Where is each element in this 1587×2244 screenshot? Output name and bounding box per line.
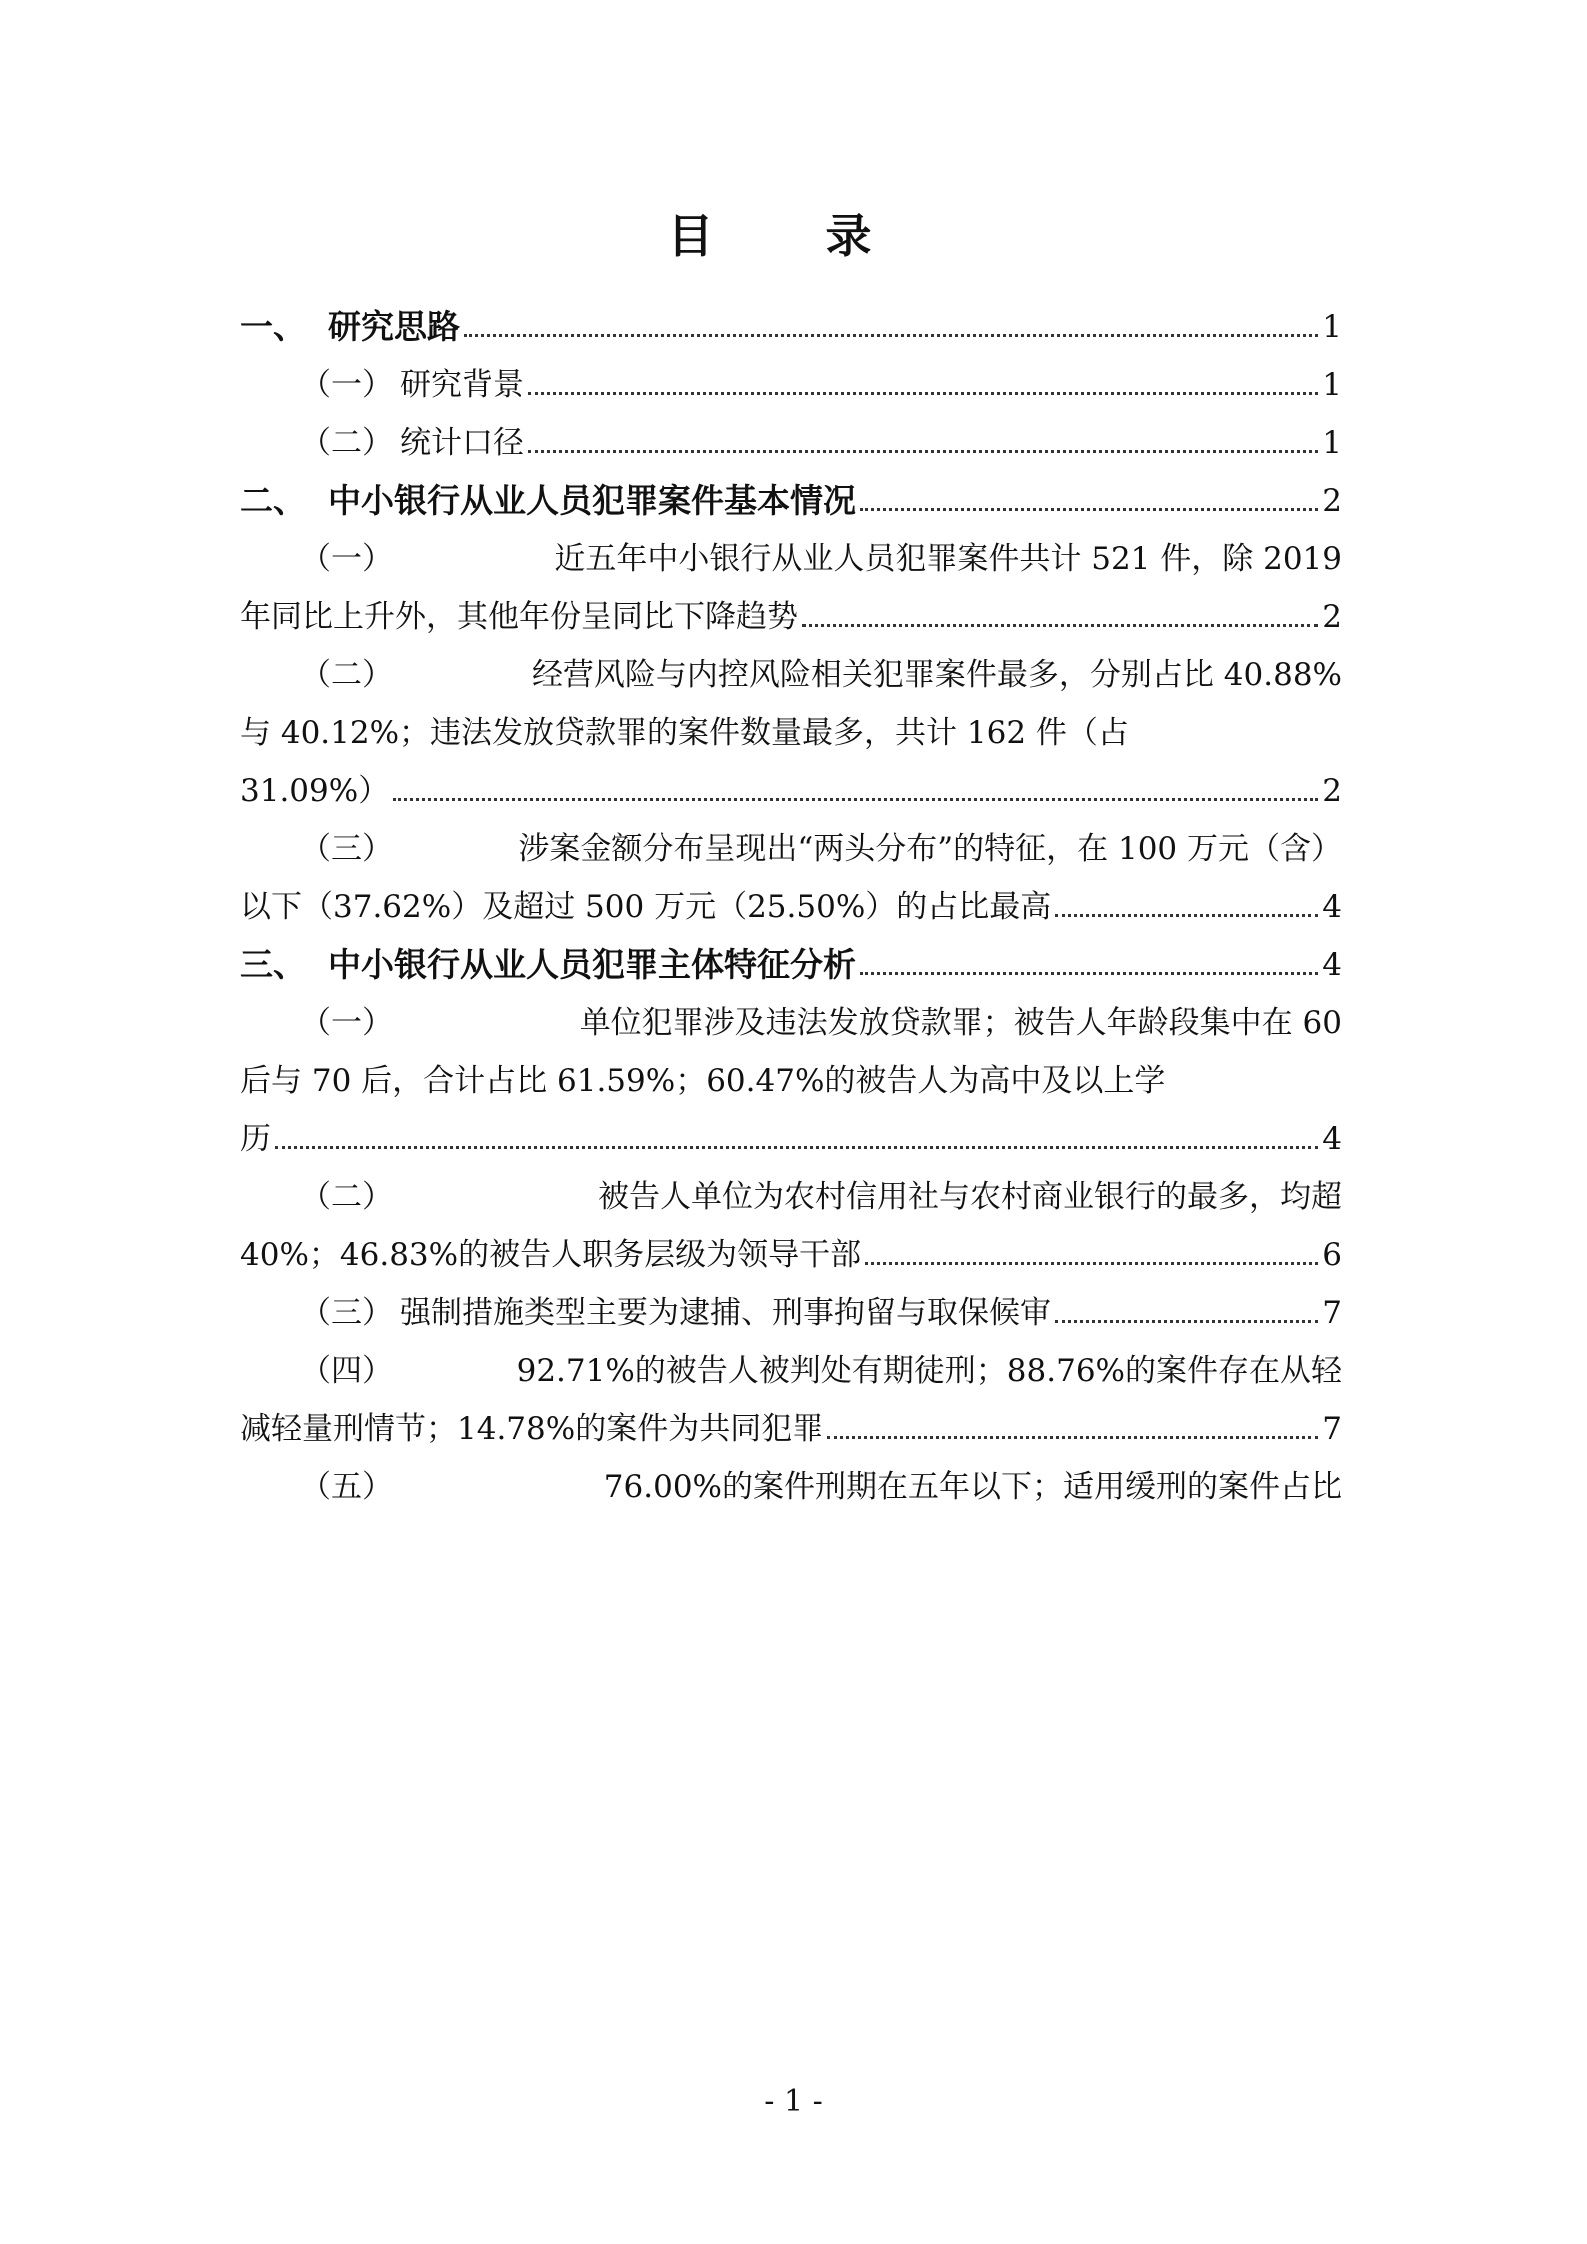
leader-dots: [275, 1145, 1318, 1149]
toc-entry-1-2[interactable]: [240, 399, 1342, 459]
toc-entry-2-1[interactable]: [240, 515, 1342, 575]
toc-entry-3-1-cont[interactable]: [240, 1037, 1342, 1097]
toc-entry-text: 中小银行从业人员犯罪主体特征分析: [328, 945, 856, 984]
toc-entry-text-line2: 年同比上升外，其他年份呈同比下降趋势: [240, 599, 798, 635]
page-number-footer: - 1 -: [764, 2084, 823, 2119]
toc-entry-number: （一）: [300, 367, 393, 403]
toc-entry-number: （二）: [300, 657, 393, 693]
toc-entry-2-3[interactable]: [240, 805, 1342, 865]
leader-dots: [393, 797, 1318, 801]
toc-entry-text: 研究背景: [400, 367, 524, 403]
toc-entry-page: 7: [1322, 1411, 1342, 1447]
toc-entry-section-3[interactable]: [240, 921, 1342, 984]
toc-entry-text: 强制措施类型主要为逮捕、刑事拘留与取保候审: [400, 1295, 1051, 1331]
toc-entry-2-1-cont[interactable]: [240, 573, 1342, 633]
toc-entry-number: 一、: [240, 307, 306, 346]
toc-entry-1-1[interactable]: [240, 341, 1342, 401]
toc-entry-number: （一）: [300, 1005, 393, 1041]
leader-dots: [860, 971, 1318, 975]
toc-entry-text-line1: 近五年中小银行从业人员犯罪案件共计 521 件，除 2019: [554, 541, 1342, 577]
toc-entry-number: （五）: [300, 1469, 393, 1505]
toc-title: 目 录: [667, 209, 920, 263]
toc-entry-text-line1: 经营风险与内控风险相关犯罪案件最多，分别占比 40.88%: [531, 657, 1342, 693]
toc-entry-number: （四）: [300, 1353, 393, 1389]
toc-entry-3-5[interactable]: [240, 1443, 1342, 1503]
toc-entry-2-2-cont[interactable]: [240, 689, 1342, 749]
toc-entry-3-2-cont[interactable]: [240, 1211, 1342, 1271]
toc-entry-3-4-cont[interactable]: [240, 1385, 1342, 1445]
toc-entry-number: 三、: [240, 945, 306, 984]
toc-entry-text-line3: 31.09%）: [240, 773, 390, 809]
toc-entry-text-line1: 被告人单位为农村信用社与农村商业银行的最多，均超: [598, 1179, 1342, 1215]
toc-entry-page: 2: [1322, 599, 1342, 635]
toc-entry-text-line1: 单位犯罪涉及违法发放贷款罪；被告人年龄段集中在 60: [579, 1005, 1342, 1041]
toc-entry-3-4[interactable]: [240, 1327, 1342, 1387]
toc-entry-number: （三）: [300, 1295, 393, 1331]
leader-dots: [528, 391, 1318, 395]
toc-entry-number: （一）: [300, 541, 393, 577]
leader-dots: [1055, 913, 1318, 917]
leader-dots: [827, 1435, 1318, 1439]
toc-entry-text: 中小银行从业人员犯罪案件基本情况: [328, 481, 856, 520]
leader-dots: [464, 333, 1318, 337]
toc-entry-text-line2: 后与 70 后，合计占比 61.59%；60.47%的被告人为高中及以上学: [240, 1063, 1166, 1099]
toc-entry-text: 统计口径: [400, 425, 524, 461]
toc-entry-text-line1: 涉案金额分布呈现出“两头分布”的特征，在 100 万元（含）: [518, 831, 1342, 867]
toc-entry-2-2-cont2[interactable]: [240, 747, 1342, 807]
toc-entry-section-2[interactable]: [240, 457, 1342, 520]
toc-entry-3-1-cont2[interactable]: [240, 1095, 1342, 1155]
toc-entry-3-1[interactable]: [240, 979, 1342, 1039]
toc-entry-page: 4: [1322, 889, 1342, 925]
toc-entry-2-2[interactable]: [240, 631, 1342, 691]
leader-dots: [802, 623, 1318, 627]
toc-entry-page: 6: [1322, 1237, 1342, 1273]
toc-entry-number: （三）: [300, 831, 393, 867]
toc-entry-number: （二）: [300, 1179, 393, 1215]
toc-entry-text: 研究思路: [328, 307, 460, 346]
toc-entry-page: 2: [1322, 483, 1342, 519]
toc-entry-section-1[interactable]: [240, 283, 1342, 346]
toc-entry-page: 2: [1322, 773, 1342, 809]
toc-entry-text-line2: 与 40.12%；违法发放贷款罪的案件数量最多，共计 162 件（占: [240, 715, 1129, 751]
leader-dots: [528, 449, 1318, 453]
leader-dots: [860, 507, 1318, 511]
toc-entry-page: 1: [1322, 309, 1342, 345]
leader-dots: [865, 1261, 1318, 1265]
toc-entry-text-line2: 40%；46.83%的被告人职务层级为领导干部: [240, 1237, 862, 1273]
toc-entry-page: 4: [1322, 1121, 1342, 1157]
toc-entry-text-line1: 76.00%的案件刑期在五年以下；适用缓刑的案件占比: [603, 1469, 1342, 1505]
toc-entry-number: 二、: [240, 481, 306, 520]
toc-entry-page: 1: [1322, 367, 1342, 403]
toc-entry-text-line2: 以下（37.62%）及超过 500 万元（25.50%）的占比最高: [240, 889, 1052, 925]
toc-entry-page: 7: [1322, 1295, 1342, 1331]
toc-entry-3-3[interactable]: [240, 1269, 1342, 1329]
toc-entry-page: 4: [1322, 947, 1342, 983]
toc-entry-text-line3: 历: [240, 1121, 271, 1157]
toc-entry-text-line2: 减轻量刑情节；14.78%的案件为共同犯罪: [240, 1411, 824, 1447]
toc-entry-page: 1: [1322, 425, 1342, 461]
toc-entry-number: （二）: [300, 425, 393, 461]
toc-entry-2-3-cont[interactable]: [240, 863, 1342, 923]
toc-entry-3-2[interactable]: [240, 1153, 1342, 1213]
leader-dots: [1055, 1319, 1318, 1323]
toc-entry-text-line1: 92.71%的被告人被判处有期徒刑；88.76%的案件存在从轻: [516, 1353, 1342, 1389]
